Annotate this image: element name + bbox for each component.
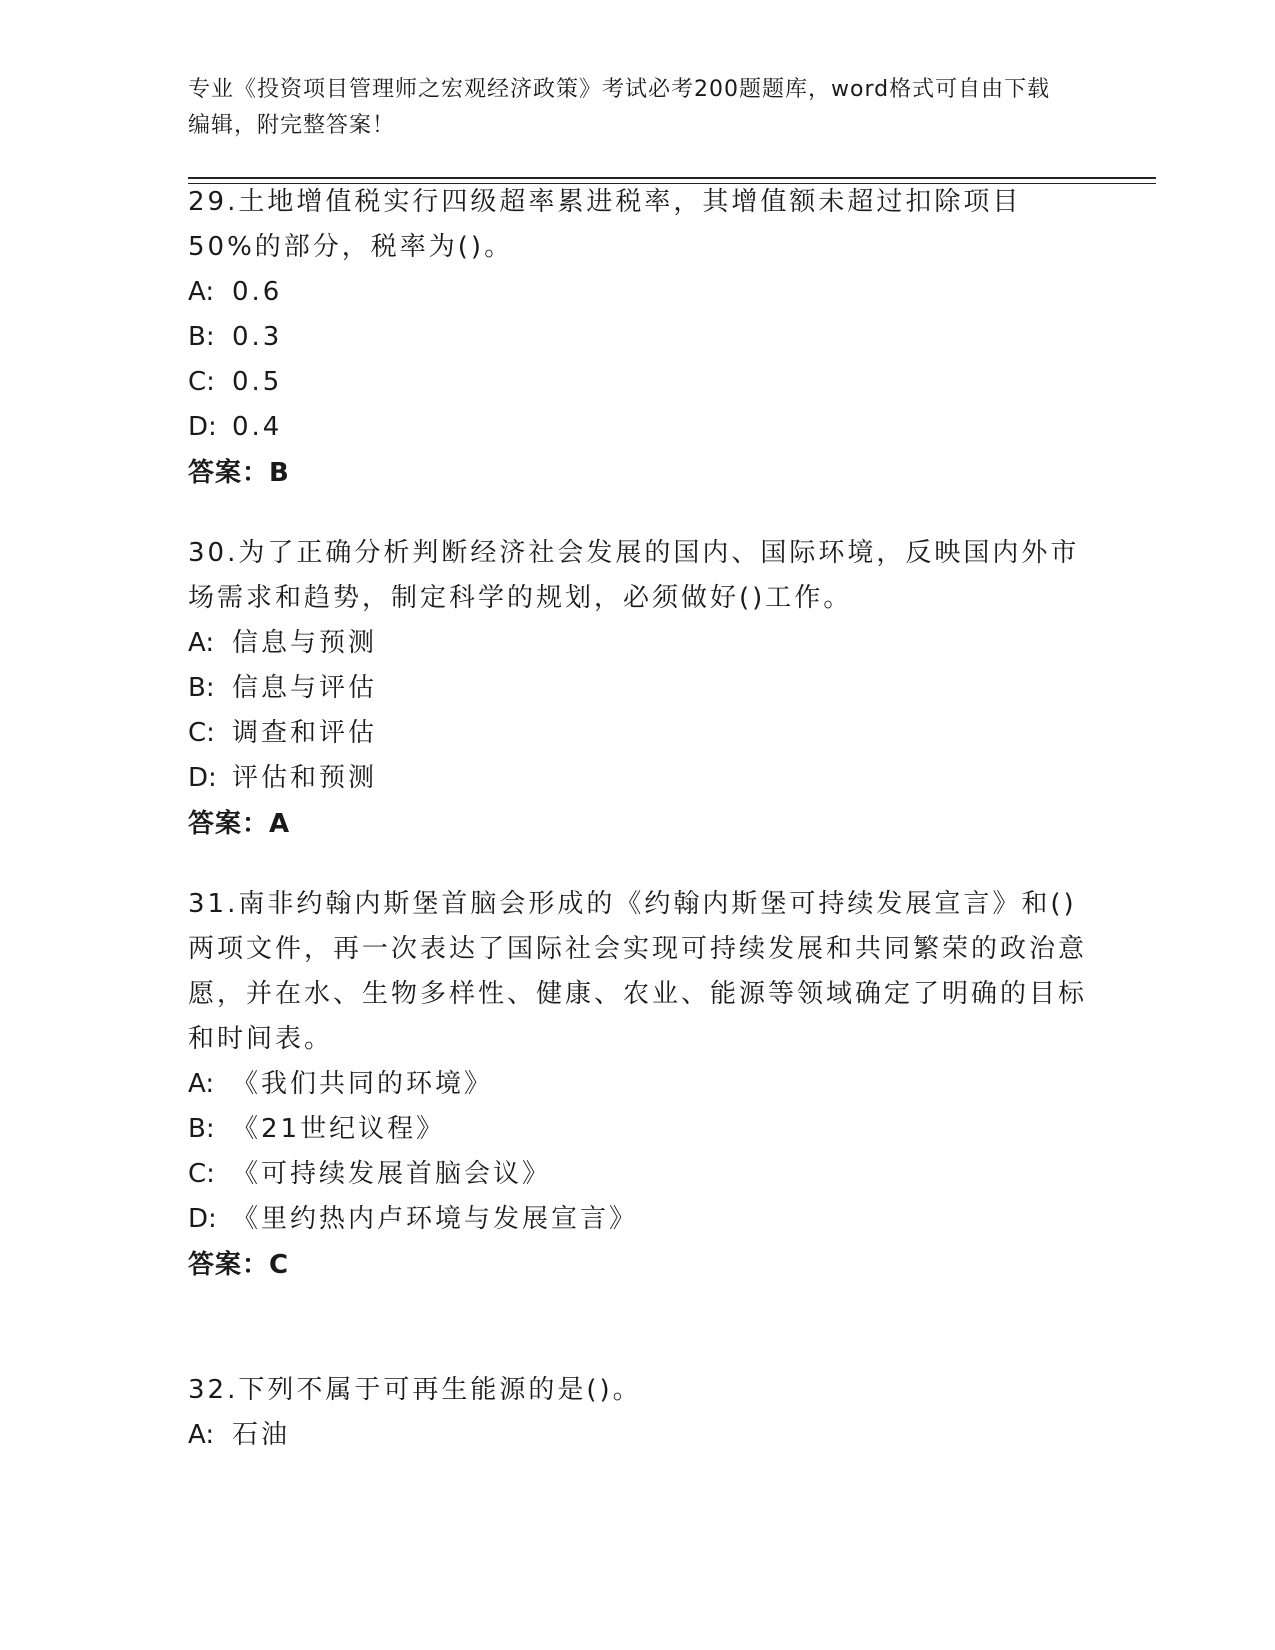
option-a [188, 621, 1088, 666]
option-text: 调查和评估 [232, 718, 378, 748]
question-stem: 29.土地增值税实行四级超率累进税率，其增值额未超过扣除项目50%的部分，税率为()。 [188, 187, 1022, 262]
option-b [188, 1107, 1088, 1152]
option-label: C: [188, 718, 215, 748]
question-stem: 31.南非约翰内斯堡首脑会形成的《约翰内斯堡可持续发展宣言》和()两项文件，再一次表达了国际社会实现可持续发展和共同繁荣的政治意愿，并在水、生物多样性、健康、农业、能源等领域确定了明确的目标和时间表。 [188, 889, 1088, 1054]
option-d [188, 1197, 1088, 1242]
question-stem: 30.为了正确分析判断经济社会发展的国内、国际环境，反映国内外市场需求和趋势，制定科学的规划，必须做好()工作。 [188, 538, 1080, 613]
answer-value: C [269, 1250, 290, 1280]
option-text: 石油 [232, 1420, 291, 1450]
option-label: D: [188, 1204, 217, 1234]
option-text: 《可持续发展首脑会议》 [232, 1159, 552, 1189]
option-label: D: [188, 412, 217, 442]
option-c [188, 360, 1088, 405]
option-text: 0.3 [232, 322, 283, 352]
option-text: 0.4 [232, 412, 283, 442]
option-label: A: [188, 628, 215, 658]
answer [188, 1242, 1088, 1288]
answer [188, 450, 1088, 496]
option-label: B: [188, 322, 215, 352]
option-text: 0.5 [232, 367, 283, 397]
document-intro: 专业《投资项目管理师之宏观经济政策》考试必考200题题库，word格式可自由下载编辑，附完整答案！ [188, 77, 1051, 138]
question-32 [188, 1368, 1088, 1458]
answer-label: 答案： [188, 458, 270, 488]
option-c [188, 1152, 1088, 1197]
question-29 [188, 180, 1088, 496]
option-text: 0.6 [232, 277, 283, 307]
option-text: 《我们共同的环境》 [232, 1069, 494, 1099]
option-a [188, 1062, 1088, 1107]
answer-label: 答案： [188, 1250, 270, 1280]
option-text: 信息与评估 [232, 673, 378, 703]
question-30 [188, 531, 1088, 847]
question-stem: 32.下列不属于可再生能源的是()。 [188, 1375, 642, 1405]
option-label: C: [188, 1159, 215, 1189]
answer [188, 801, 1088, 847]
option-label: D: [188, 763, 217, 793]
option-a [188, 1413, 1088, 1458]
option-label: B: [188, 1114, 215, 1144]
option-d [188, 405, 1088, 450]
option-label: A: [188, 1069, 215, 1099]
option-label: B: [188, 673, 215, 703]
option-text: 《里约热内卢环境与发展宣言》 [232, 1204, 639, 1234]
option-text: 信息与预测 [232, 628, 378, 658]
option-b [188, 666, 1088, 711]
option-label: C: [188, 367, 215, 397]
option-text: 《21世纪议程》 [232, 1114, 446, 1144]
option-b [188, 315, 1088, 360]
question-31 [188, 882, 1088, 1288]
option-c [188, 711, 1088, 756]
option-d [188, 756, 1088, 801]
answer-value: B [269, 458, 290, 488]
header-divider [188, 177, 1156, 179]
option-text: 评估和预测 [232, 763, 378, 793]
answer-value: A [269, 809, 291, 839]
option-label: A: [188, 277, 215, 307]
option-a [188, 270, 1088, 315]
answer-label: 答案： [188, 809, 270, 839]
option-label: A: [188, 1420, 215, 1450]
